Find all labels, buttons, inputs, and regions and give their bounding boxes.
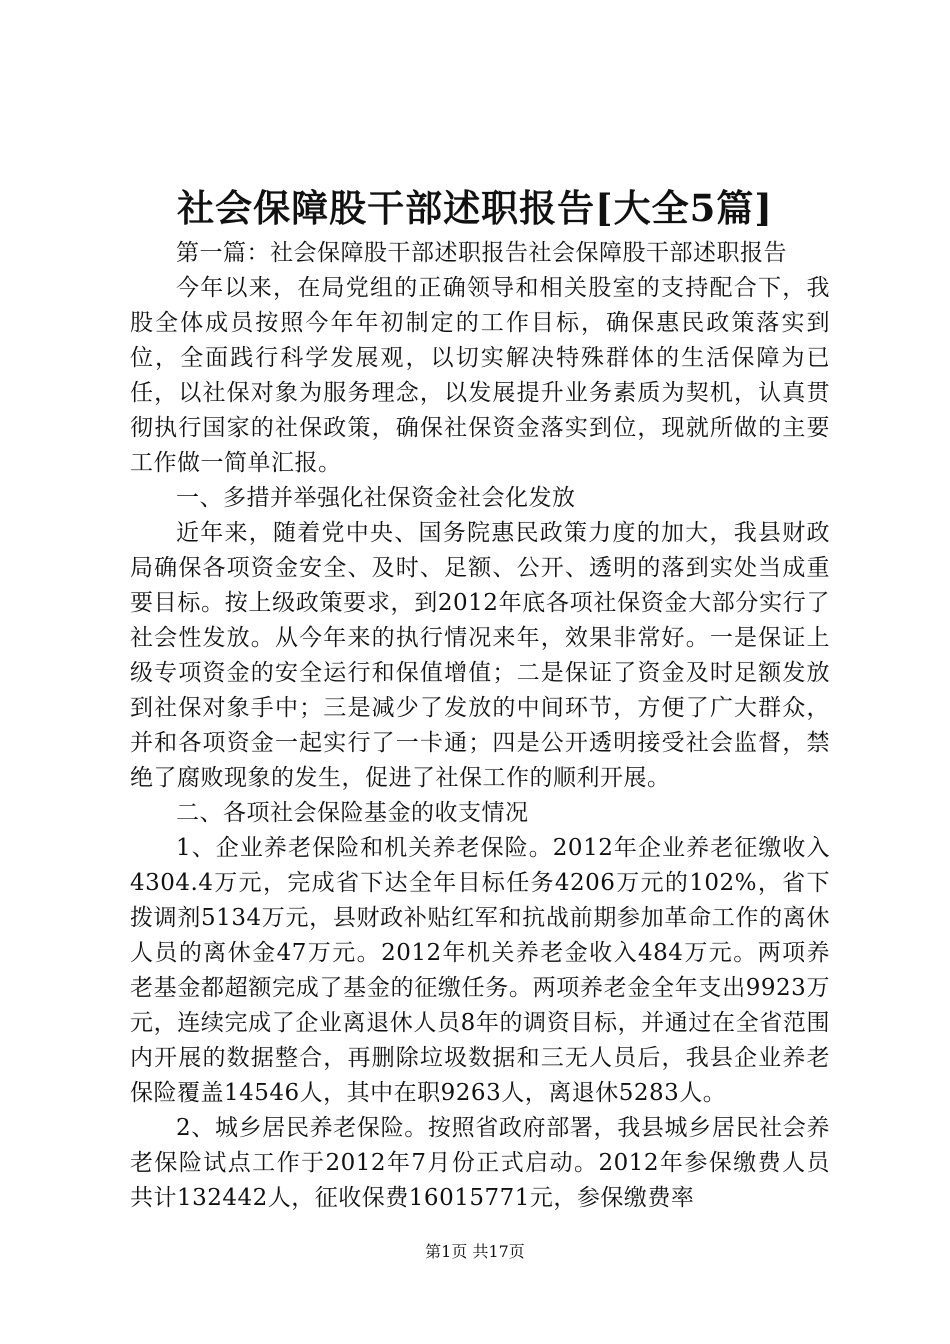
paragraph-pension-1: 1、企业养老保险和机关养老保险。2012年企业养老征缴收入4304.4万元，完成省下达全年目标任务4206万元的102%，省下拨调剂5134万元，县财政补贴红军和抗战前期参加革命工作的离休人员的离休金47万元。2012年机关养老金收入484万元。两项养老基金都超额完成了基金的征缴任务。两项养老金全年支出9923万元，连续完成了企业离退休人员8年的调资目标，并通过在全省范围内开展的数据整合，再删除垃圾数据和三无人员后，我县企业养老保险覆盖14546人，其中在职9263人，离退休5283人。 <box>130 835 830 1106</box>
page-footer: 第1页 共17页 <box>425 1242 525 1261</box>
section-heading-2: 二、各项社会保险基金的收支情况 <box>176 800 529 826</box>
document-title: 社会保障股干部述职报告[大全5篇] <box>177 186 773 230</box>
section-heading-1: 一、多措并举强化社保资金社会化发放 <box>176 485 576 511</box>
paragraph-chapter-heading: 第一篇：社会保障股干部述职报告社会保障股干部述职报告 <box>176 240 787 266</box>
document-body <box>130 236 830 1216</box>
paragraph-section-1: 近年来，随着党中央、国务院惠民政策力度的加大，我县财政局确保各项资金安全、及时、足额、公开、透明的落到实处当成重要目标。按上级政策要求，到2012年底各项社保资金大部分实行了社会性发放。从今年来的执行情况来年，效果非常好。一是保证上级专项资金的安全运行和保值增值；二是保证了资金及时足额发放到社保对象手中；三是减少了发放的中间环节，方便了广大群众，并和各项资金一起实行了一卡通；四是公开透明接受社会监督，禁绝了腐败现象的发生，促进了社保工作的顺利开展。 <box>130 520 830 791</box>
paragraph-pension-2: 2、城乡居民养老保险。按照省政府部署，我县城乡居民社会养老保险试点工作于2012年7月份正式启动。2012年参保缴费人员共计132442人，征收保费16015771元，参保缴费率 <box>130 1115 830 1211</box>
paragraph-intro: 今年以来，在局党组的正确领导和相关股室的支持配合下，我股全体成员按照今年年初制定的工作目标，确保惠民政策落实到位，全面践行科学发展观，以切实解决特殊群体的生活保障为已任，以社保对象为服务理念，以发展提升业务素质为契机，认真贯彻执行国家的社保政策，确保社保资金落实到位，现就所做的主要工作做一简单汇报。 <box>130 275 830 476</box>
